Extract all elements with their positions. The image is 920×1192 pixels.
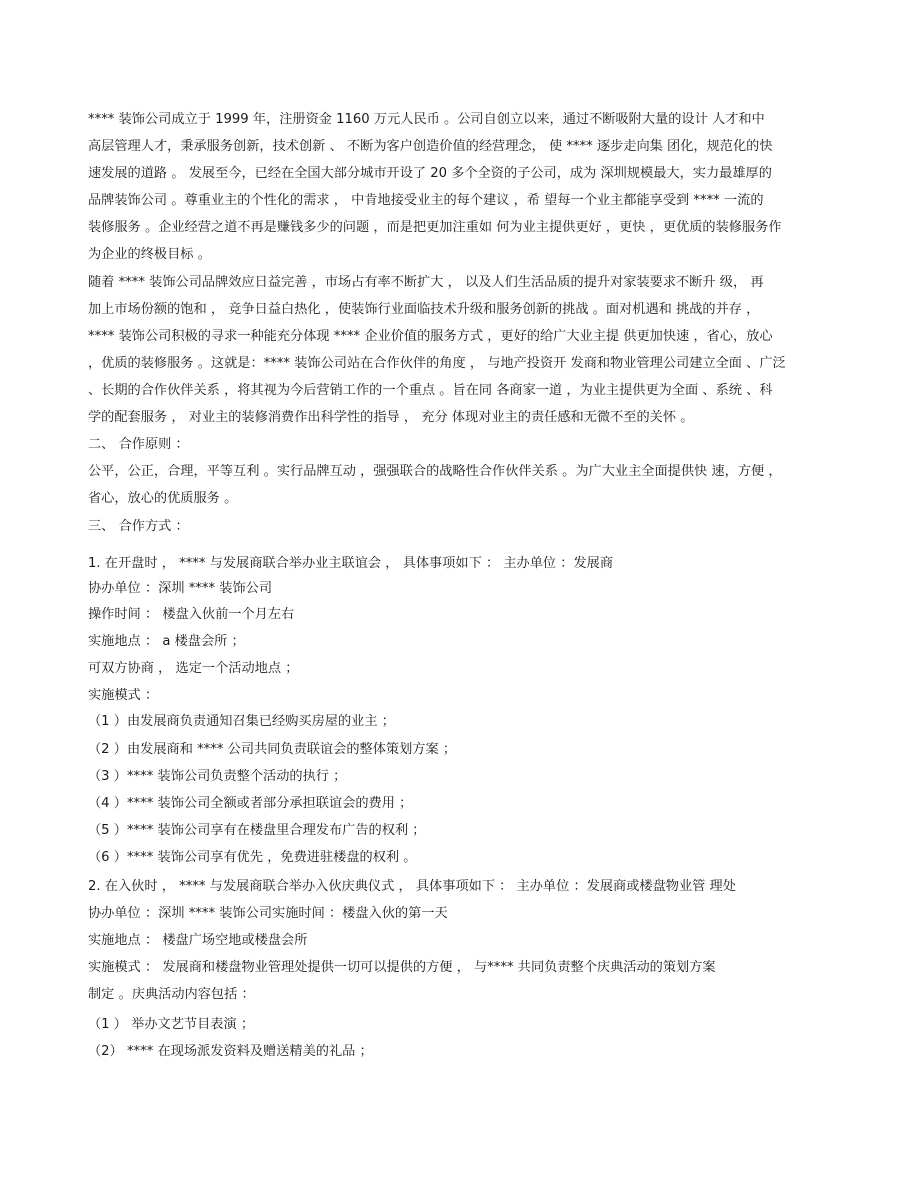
paragraph-line: 实施模式 ：: [88, 688, 159, 703]
paragraph-line: 公平，公正，合理，平等互利 。实行品牌互动 ，强强联合的战略性合作伙伴关系 。为广大业主全面提供快 速，方便 ，: [88, 464, 782, 479]
paragraph-line: **** 装饰公司成立于 1999 年，注册资金 1160 万元人民币 。公司自创立以来，通过不断吸附大量的设计 人才和中: [88, 112, 765, 127]
list-item: （2） **** 在现场派发资料及赠送精美的礼品 ；: [88, 1044, 373, 1059]
list-item: （1 ） 举办文艺节目表演 ；: [88, 1017, 255, 1032]
paragraph-line: 品牌装饰公司 。尊重业主的个性化的需求 ， 中肯地接受业主的每个建议 ，希 望每一个业主都能享受到 **** 一流的: [88, 193, 764, 208]
paragraph-line: 、长期的合作伙伴关系 ，将其视为今后营销工作的一个重点 。旨在同 各商家一道 ，为业主提供更为全面 、系统 、科: [88, 383, 773, 398]
paragraph-line: **** 装饰公司积极的寻求一种能充分体现 **** 企业价值的服务方式 ，更好的给广大业主提 供更加快速 ，省心，放心: [88, 329, 773, 344]
paragraph-line: 装修服务 。企业经营之道不再是赚钱多少的问题 ，而是把更加注重如 何为业主提供更好 ，更快 ，更优质的装修服务作: [88, 220, 782, 235]
paragraph-line: 学的配套服务 ， 对业主的装修消费作出科学性的指导 ， 充分 体现对业主的责任感和无微不至的关怀 。: [88, 410, 694, 425]
paragraph-line: 实施地点 ： a 楼盘会所 ；: [88, 634, 245, 649]
paragraph-line: 为企业的终极目标 。: [88, 247, 211, 262]
paragraph-line: 协办单位 ：深圳 **** 装饰公司: [88, 581, 273, 596]
section-heading: 二、 合作原则 ：: [88, 437, 189, 452]
list-item: （5 ）**** 装饰公司享有在楼盘里合理发布广告的权利 ；: [88, 823, 426, 838]
paragraph-line: 加上市场份额的饱和 ， 竞争日益白热化 ，使装饰行业面临技术升级和服务创新的挑战 。面对机遇和 挑战的并存 ，: [88, 302, 760, 317]
section-heading: 三、 合作方式 ：: [88, 519, 189, 534]
paragraph-line: 可双方协商 ， 选定一个活动地点 ；: [88, 661, 299, 676]
paragraph-line: 随着 **** 装饰公司品牌效应日益完善 ，市场占有率不断扩大 ， 以及人们生活品质的提升对家装要求不断升 级， 再: [88, 275, 764, 290]
list-item: 2. 在入伙时 ， **** 与发展商联合举办入伙庆典仪式 ， 具体事项如下 ： 主办单位 ：发展商或楼盘物业管 理处: [88, 879, 736, 894]
paragraph-line: 协办单位 ：深圳 **** 装饰公司实施时间 ：楼盘入伙的第一天: [88, 906, 448, 921]
paragraph-line: 制定 。庆典活动内容包括 ：: [88, 987, 255, 1002]
list-item: （1 ）由发展商负责通知召集已经购买房屋的业主 ；: [88, 714, 395, 729]
list-item: （6 ）**** 装饰公司享有优先 ，免费进驻楼盘的权利 。: [88, 850, 417, 865]
paragraph-line: 操作时间 ： 楼盘入伙前一个月左右: [88, 607, 295, 622]
paragraph-line: ，优质的装修服务 。这就是：**** 装饰公司站在合作伙伴的角度 ， 与地产投资开 发商和物业管理公司建立全面 、广泛: [88, 356, 786, 371]
paragraph-line: 实施模式 ： 发展商和楼盘物业管理处提供一切可以提供的方便 ， 与**** 共同负责整个庆典活动的策划方案: [88, 960, 716, 975]
paragraph-line: 省心，放心的优质服务 。: [88, 491, 238, 506]
paragraph-line: 实施地点 ： 楼盘广场空地或楼盘会所: [88, 933, 308, 948]
list-item: 1. 在开盘时 ， **** 与发展商联合举办业主联谊会 ， 具体事项如下 ： 主办单位 ：发展商: [88, 556, 614, 571]
paragraph-line: 速发展的道路 。 发展至今，已经在全国大部分城市开设了 20 多个全资的子公司，成为 深圳规模最大，实力最雄厚的: [88, 166, 772, 181]
list-item: （2 ）由发展商和 **** 公司共同负责联谊会的整体策划方案 ；: [88, 742, 457, 757]
list-item: （3 ）**** 装饰公司负责整个活动的执行 ；: [88, 769, 347, 784]
list-item: （4 ）**** 装饰公司全额或者部分承担联谊会的费用 ；: [88, 796, 413, 811]
paragraph-line: 高层管理人才，秉承服务创新，技术创新 、 不断为客户创造价值的经营理念， 使 **** 逐步走向集 团化，规范化的快: [88, 139, 773, 154]
